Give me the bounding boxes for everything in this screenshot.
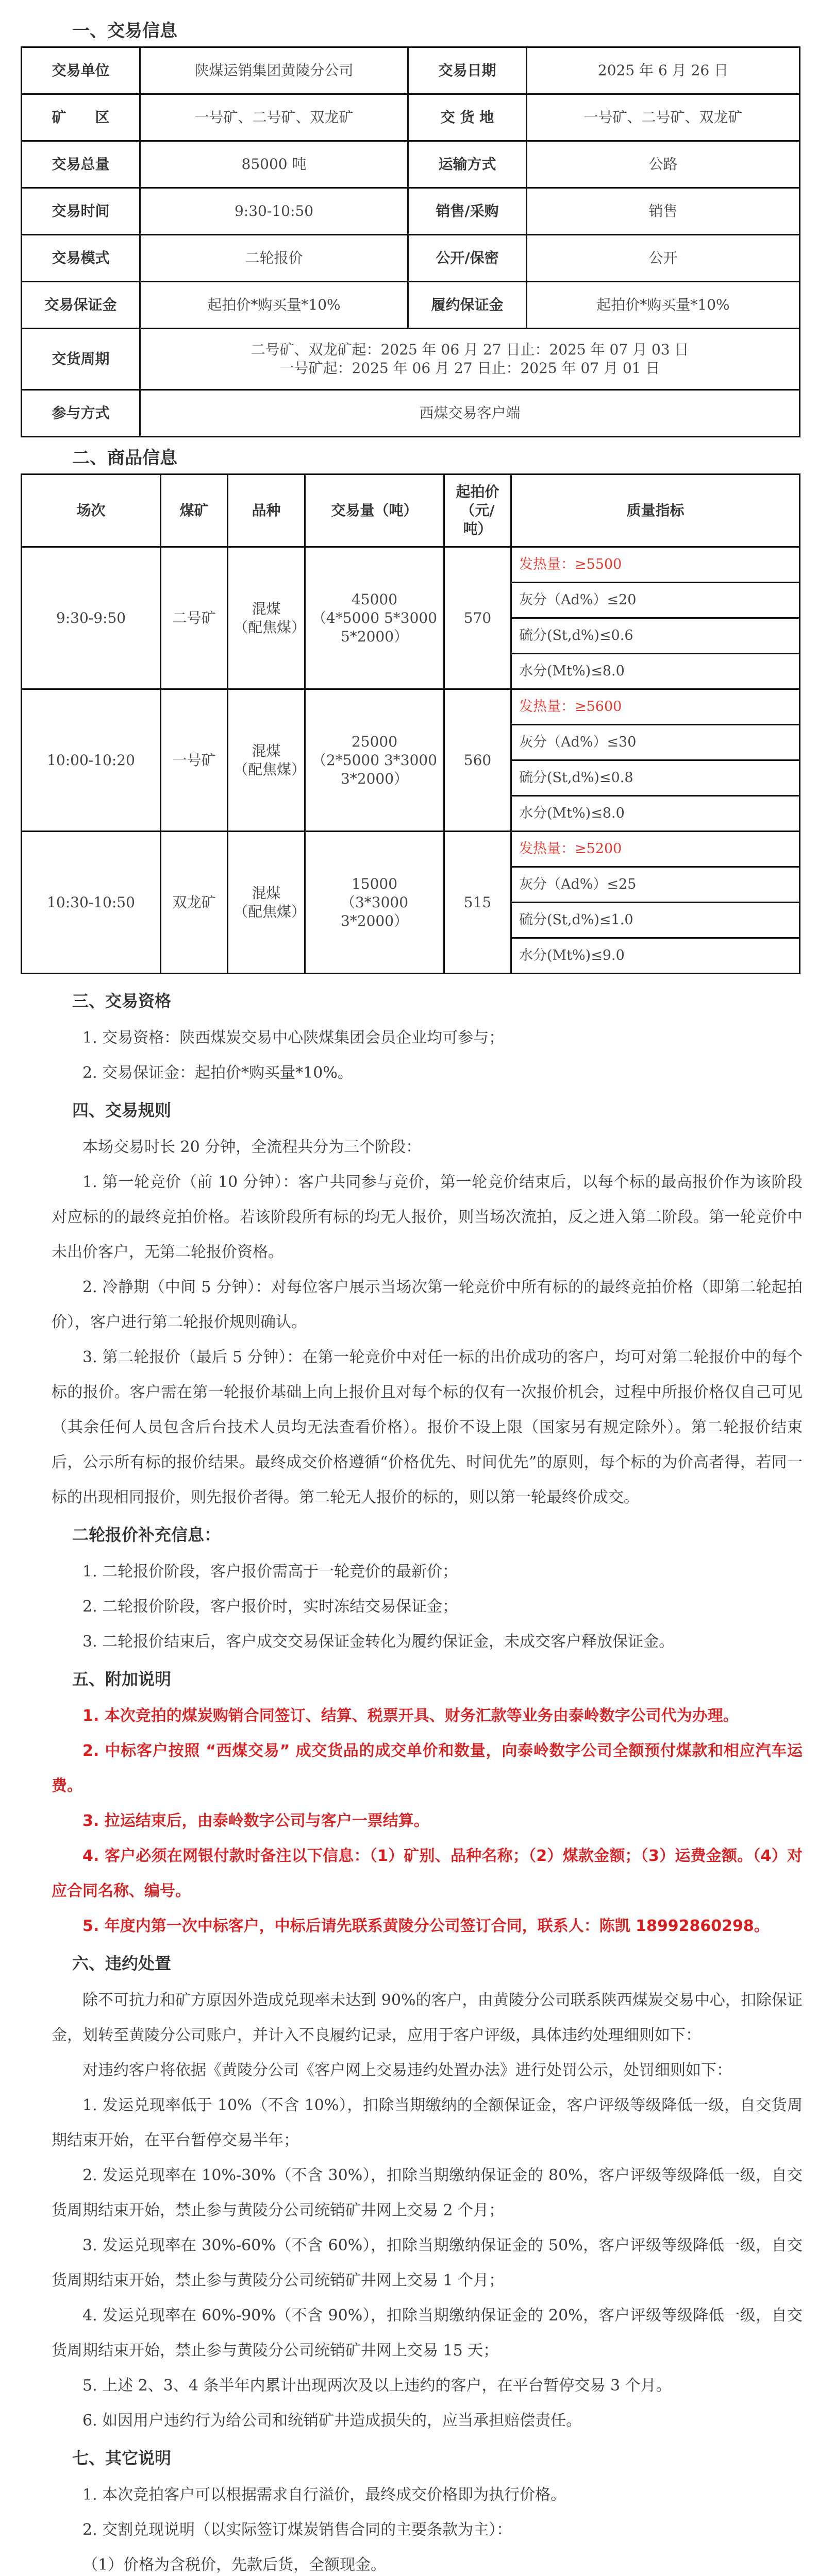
paragraph: 3. 发运兑现率在 30%-60%（不含 60%），扣除当期缴纳保证金的 50%，客户评级等级降低一级，自交货周期结束开始，禁止参与黄陵分公司统销矿井网上交易 1 个月； <box>52 2236 803 2290</box>
value-trade-date: 2025 年 6 月 26 日 <box>527 47 800 94</box>
label-delivery-place: 交 货 地 <box>408 94 527 141</box>
volume-line: （3*3000 3*2000） <box>340 893 409 929</box>
cell-mine: 双龙矿 <box>161 832 228 974</box>
paragraph: 2. 交割兑现说明（以实际签订煤炭销售合同的主要条款为主）： <box>82 2521 512 2539</box>
paragraph: 1. 第一轮竞价（前 10 分钟）：客户共同参与竞价，第一轮竞价结束后，以每个标的最高报价作为该阶段对应标的的最终竞拍价格。若该阶段所有标的均无人报价，则当场次流拍，反之进入第二阶段。第一轮竞价中未出价客户，无第二轮报价资格。 <box>52 1173 803 1261</box>
value-participation: 西煤交易客户端 <box>140 390 800 437</box>
second-round-text <box>52 1554 803 1659</box>
paragraph: 4. 发运兑现率在 60%-90%（不含 90%），扣除当期缴纳保证金的 20%，客户评级等级降低一级，自交货周期结束开始，禁止参与黄陵分公司统销矿井网上交易 15 天； <box>52 2307 803 2360</box>
paragraph: 3. 第二轮报价（最后 5 分钟）：在第一轮竞价中对任一标的出价成功的客户，均可对第二轮报价中的每个标的报价。客户需在第一轮报价基础上向上报价且对每个标的仅有一次报价机会，过程中所报价格仅自己可见（其余任何人员包含后台技术人员均无法查看价格）。报价不设上限（国家另有规定除外）。第二轮报价结束后，公示所有标的报价结果。最终成交价格遵循“价格优先、时间优先”的原则，每个标的为价高者得，若同一标的出现相同报价，则先报价者得。第二轮无人报价的标的，则以第一轮最终价成交。 <box>52 1348 803 1506</box>
quality-ash: 灰分（Ad%）≤30 <box>511 725 800 760</box>
header-quality: 质量指标 <box>511 474 800 547</box>
cell-kind <box>228 832 305 974</box>
paragraph: 5. 年度内第一次中标客户，中标后请先联系黄陵分公司签订合同，联系人：陈凯 18992860298。 <box>82 1917 770 1935</box>
paragraph: 1. 交易资格：陕西煤炭交易中心陕煤集团会员企业均可参与； <box>82 1029 505 1047</box>
section-title-trade-info: 一、交易信息 <box>72 21 177 41</box>
value-sale-purchase: 销售 <box>527 188 800 235</box>
label-trade-date: 交易日期 <box>408 47 527 94</box>
table-row <box>22 94 800 141</box>
section-title-qualification: 三、交易资格 <box>72 991 172 1011</box>
label-transport: 运输方式 <box>408 141 527 188</box>
value-trade-time: 9:30-10:50 <box>140 188 408 235</box>
header-mine: 煤矿 <box>161 474 228 547</box>
label-total-volume: 交易总量 <box>22 141 140 188</box>
table-row <box>22 188 800 235</box>
label-participation: 参与方式 <box>22 390 140 437</box>
volume-line: 15000 <box>351 875 398 892</box>
value-total-volume: 85000 吨 <box>140 141 408 188</box>
cell-start-price: 560 <box>444 689 511 832</box>
volume-line: 5*2000） <box>340 628 409 645</box>
section-title-goods-info: 二、商品信息 <box>72 448 177 468</box>
volume-line: 3*2000） <box>340 770 409 787</box>
cell-volume <box>305 689 444 832</box>
value-trade-deposit: 起拍价*购买量*10% <box>140 282 408 329</box>
trade-rules-text <box>52 1130 803 1515</box>
label-mine-area: 矿 区 <box>22 94 140 141</box>
other-text <box>52 2478 803 2576</box>
cell-volume <box>305 832 444 974</box>
label-public-private: 公开/保密 <box>408 235 527 282</box>
delivery-period-line-2: 一号矿起：2025 年 06 月 27 日止：2025 年 07 月 01 日 <box>279 360 660 377</box>
cell-session: 10:00-10:20 <box>22 689 161 832</box>
label-trade-unit: 交易单位 <box>22 47 140 94</box>
header-start-price: 起拍价（元/吨） <box>444 474 511 547</box>
paragraph: 1. 本次竞拍的煤炭购销合同签订、结算、税票开具、财务汇款等业务由泰岭数字公司代为办理。 <box>82 1707 739 1725</box>
quality-moisture: 水分(Mt%)≤8.0 <box>511 796 800 832</box>
volume-line: 25000 <box>351 733 398 750</box>
paragraph: （1）价格为含税价，先款后货，全额现金。 <box>82 2556 387 2574</box>
section-title-other: 七、其它说明 <box>72 2448 172 2468</box>
label-sale-purchase: 销售/采购 <box>408 188 527 235</box>
additional-text <box>52 1699 803 1944</box>
cell-mine: 一号矿 <box>161 689 228 832</box>
table-row <box>22 832 800 867</box>
cell-kind <box>228 689 305 832</box>
volume-line: （4*5000 5*3000 <box>311 609 438 626</box>
paragraph: 本场交易时长 20 分钟，全流程共分为三个阶段： <box>82 1138 422 1156</box>
table-row <box>22 547 800 583</box>
trade-info-table <box>21 46 800 437</box>
kind-line: 混煤 <box>252 742 281 759</box>
value-performance-deposit: 起拍价*购买量*10% <box>527 282 800 329</box>
section-title-second-round: 二轮报价补充信息： <box>72 1525 221 1545</box>
section-title-breach: 六、违约处置 <box>72 1954 172 1973</box>
cell-kind <box>228 547 305 689</box>
paragraph: 2. 二轮报价阶段，客户报价时，实时冻结交易保证金； <box>82 1598 458 1616</box>
value-public-private: 公开 <box>527 235 800 282</box>
quality-calorific: 发热量：≥5500 <box>511 547 800 583</box>
quality-sulfur: 硫分(St,d%)≤0.6 <box>511 618 800 654</box>
paragraph: 3. 二轮报价结束后，客户成交交易保证金转化为履约保证金，未成交客户释放保证金。 <box>82 1633 675 1651</box>
kind-line: （配焦煤） <box>233 618 306 636</box>
paragraph: 1. 发运兑现率低于 10%（不含 10%），扣除当期缴纳的全额保证金，客户评级等级降低一级，自交货周期结束开始，在平台暂停交易半年； <box>52 2096 803 2149</box>
cell-session: 9:30-9:50 <box>22 547 161 689</box>
paragraph: 2. 发运兑现率在 10%-30%（不含 30%），扣除当期缴纳保证金的 80%，客户评级等级降低一级，自交货周期结束开始，禁止参与黄陵分公司统销矿井网上交易 2 个月； <box>52 2166 803 2219</box>
paragraph: 对违约客户将依据《黄陵分公司《客户网上交易违约处置办法》进行处罚公示，处罚细则如下： <box>82 2061 732 2079</box>
paragraph: 2. 冷静期（中间 5 分钟）：对每位客户展示当场次第一轮竞价中所有标的的最终竞拍价格（即第二轮起拍价），客户进行第二轮报价规则确认。 <box>52 1278 803 1331</box>
header-session: 场次 <box>22 474 161 547</box>
paragraph: 1. 二轮报价阶段，客户报价需高于一轮竞价的最新价； <box>82 1563 458 1581</box>
quality-moisture: 水分(Mt%)≤8.0 <box>511 654 800 689</box>
section-title-trade-rules: 四、交易规则 <box>72 1100 172 1120</box>
kind-line: （配焦煤） <box>233 903 306 920</box>
value-mine-area: 一号矿、二号矿、双龙矿 <box>140 94 408 141</box>
table-row <box>22 689 800 725</box>
header-volume: 交易量（吨） <box>305 474 444 547</box>
cell-volume <box>305 547 444 689</box>
value-transport: 公路 <box>527 141 800 188</box>
table-row <box>22 282 800 329</box>
quality-ash: 灰分（Ad%）≤25 <box>511 867 800 903</box>
paragraph: 6. 如因用户违约行为给公司和统销矿井造成损失的，应当承担赔偿责任。 <box>82 2412 582 2430</box>
paragraph: 4. 客户必须在网银付款时备注以下信息：（1）矿别、品种名称；（2）煤款金额；（3）运费金额。（4）对应合同名称、编号。 <box>52 1847 803 1900</box>
table-header-row <box>22 474 800 547</box>
label-trade-time: 交易时间 <box>22 188 140 235</box>
volume-line: 45000 <box>351 590 398 608</box>
goods-info-table <box>21 473 800 974</box>
value-trade-mode: 二轮报价 <box>140 235 408 282</box>
quality-calorific: 发热量：≥5600 <box>511 689 800 725</box>
table-row <box>22 329 800 390</box>
paragraph: 3. 拉运结束后，由泰岭数字公司与客户一票结算。 <box>82 1812 429 1830</box>
kind-line: （配焦煤） <box>233 760 306 778</box>
value-trade-unit: 陕煤运销集团黄陵分公司 <box>140 47 408 94</box>
table-row <box>22 390 800 437</box>
kind-line: 混煤 <box>252 600 281 617</box>
cell-start-price: 515 <box>444 832 511 974</box>
section-title-additional: 五、附加说明 <box>72 1669 172 1689</box>
cell-mine: 二号矿 <box>161 547 228 689</box>
paragraph: 2. 中标客户按照 “西煤交易” 成交货品的成交单价和数量，向泰岭数字公司全额预付煤款和相应汽车运费。 <box>52 1742 803 1795</box>
label-delivery-period: 交货周期 <box>22 329 140 390</box>
table-row <box>22 235 800 282</box>
label-trade-deposit: 交易保证金 <box>22 282 140 329</box>
label-trade-mode: 交易模式 <box>22 235 140 282</box>
table-row <box>22 47 800 94</box>
quality-ash: 灰分（Ad%）≤20 <box>511 583 800 618</box>
paragraph: 5. 上述 2、3、4 条半年内累计出现两次及以上违约的客户，在平台暂停交易 3 个月。 <box>82 2377 672 2395</box>
value-delivery-period <box>140 329 800 390</box>
quality-sulfur: 硫分(St,d%)≤1.0 <box>511 903 800 938</box>
table-row <box>22 141 800 188</box>
label-performance-deposit: 履约保证金 <box>408 282 527 329</box>
delivery-period-line-1: 二号矿、双龙矿起：2025 年 06 月 27 日止：2025 年 07 月 03 日 <box>251 341 689 358</box>
paragraph: 1. 本次竞拍客户可以根据需求自行溢价，最终成交价格即为执行价格。 <box>82 2486 566 2504</box>
qualification-text <box>52 1021 803 1091</box>
breach-text <box>52 1983 803 2438</box>
paragraph: 除不可抗力和矿方原因外造成兑现率未达到 90%的客户，由黄陵分公司联系陕西煤炭交易中心，扣除保证金，划转至黄陵分公司账户，并计入不良履约记录，应用于客户评级，具体违约处理细则如下： <box>52 1991 803 2044</box>
header-kind: 品种 <box>228 474 305 547</box>
volume-line: （2*5000 3*3000 <box>311 751 438 769</box>
quality-moisture: 水分(Mt%)≤9.0 <box>511 938 800 974</box>
quality-sulfur: 硫分(St,d%)≤0.8 <box>511 760 800 796</box>
value-delivery-place: 一号矿、二号矿、双龙矿 <box>527 94 800 141</box>
quality-calorific: 发热量：≥5200 <box>511 832 800 867</box>
kind-line: 混煤 <box>252 884 281 902</box>
cell-start-price: 570 <box>444 547 511 689</box>
cell-session: 10:30-10:50 <box>22 832 161 974</box>
paragraph: 2. 交易保证金：起拍价*购买量*10%。 <box>82 1064 353 1082</box>
